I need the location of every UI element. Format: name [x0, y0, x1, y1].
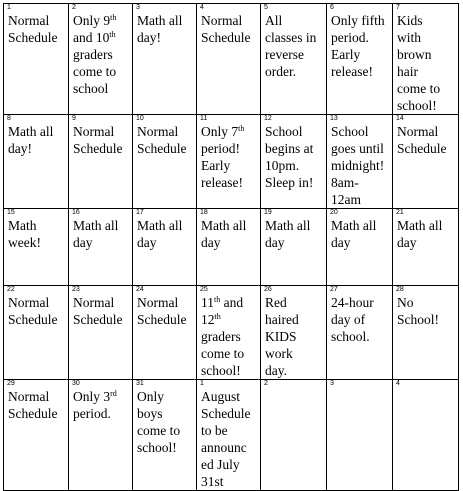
- day-note: Normal Schedule: [201, 13, 251, 45]
- calendar-day-cell[interactable]: [197, 4, 261, 115]
- day-number: 26: [264, 286, 272, 293]
- day-note: Normal Schedule: [8, 389, 58, 421]
- calendar-day-cell[interactable]: [4, 4, 69, 115]
- day-note: Normal Schedule: [137, 295, 187, 327]
- day-number: 14: [396, 115, 404, 122]
- day-note: Normal Schedule: [8, 295, 58, 327]
- day-note: Math all day!: [137, 13, 183, 45]
- calendar-day-cell[interactable]: [327, 286, 393, 380]
- calendar-day-cell[interactable]: [393, 115, 459, 209]
- calendar-day-cell[interactable]: [327, 380, 393, 491]
- day-note: 24-hour day of school.: [331, 295, 374, 344]
- calendar-day-cell[interactable]: [197, 380, 261, 491]
- calendar-day-cell[interactable]: [393, 209, 459, 286]
- calendar-day-cell[interactable]: [261, 209, 327, 286]
- day-note: School begins at 10pm. Sleep in!: [265, 124, 314, 190]
- calendar-week-row: [4, 380, 459, 491]
- day-note: Only 7th period! Early release!: [201, 124, 245, 190]
- day-number: 18: [200, 209, 208, 216]
- day-number: 23: [72, 286, 80, 293]
- day-number: 25: [200, 286, 208, 293]
- day-number: 27: [330, 286, 338, 293]
- day-note: Math all day: [73, 218, 119, 250]
- day-note: All classes in reverse order.: [265, 13, 317, 79]
- day-number: 24: [136, 286, 144, 293]
- calendar-grid: [3, 3, 459, 491]
- day-note: No School!: [397, 295, 439, 327]
- calendar-day-cell[interactable]: [133, 4, 197, 115]
- day-number: 11: [200, 115, 208, 122]
- day-number: 9: [72, 115, 76, 122]
- calendar-day-cell[interactable]: [133, 380, 197, 491]
- day-note: Normal Schedule: [8, 13, 58, 45]
- day-number: 3: [136, 4, 140, 11]
- day-number: 17: [136, 209, 144, 216]
- calendar-day-cell[interactable]: [197, 209, 261, 286]
- day-note: Normal Schedule: [73, 295, 123, 327]
- calendar-week-row: [4, 286, 459, 380]
- calendar-day-cell[interactable]: [4, 286, 69, 380]
- day-number: 7: [396, 4, 400, 11]
- day-number: 29: [7, 380, 15, 387]
- calendar-day-cell[interactable]: [327, 209, 393, 286]
- day-number: 1: [7, 4, 11, 11]
- calendar-day-cell[interactable]: [261, 380, 327, 491]
- day-number: 2: [72, 4, 76, 11]
- day-number: 6: [330, 4, 334, 11]
- day-number: 8: [7, 115, 11, 122]
- day-number: 10: [136, 115, 144, 122]
- calendar-day-cell[interactable]: [327, 115, 393, 209]
- day-note: Math week!: [8, 218, 41, 250]
- day-number: 1: [200, 380, 204, 387]
- day-note: Math all day: [201, 218, 247, 250]
- day-number: 13: [330, 115, 338, 122]
- calendar-day-cell[interactable]: [69, 115, 133, 209]
- day-note: Normal Schedule: [137, 124, 187, 156]
- day-note: Normal Schedule: [397, 124, 447, 156]
- day-number: 20: [330, 209, 338, 216]
- calendar-day-cell[interactable]: [69, 286, 133, 380]
- calendar-day-cell[interactable]: [393, 4, 459, 115]
- day-number: 22: [7, 286, 15, 293]
- day-number: 30: [72, 380, 80, 387]
- calendar-day-cell[interactable]: [197, 115, 261, 209]
- day-note: Only 9th and 10th graders come to school: [73, 13, 117, 96]
- calendar-week-row: [4, 209, 459, 286]
- calendar-day-cell[interactable]: [69, 380, 133, 491]
- calendar-day-cell[interactable]: [261, 286, 327, 380]
- day-note: Math all day: [137, 218, 183, 250]
- day-number: 16: [72, 209, 80, 216]
- calendar-week-row: [4, 4, 459, 115]
- day-note: Math all day!: [8, 124, 54, 156]
- day-number: 4: [396, 380, 400, 387]
- day-note: Only boys come to school!: [137, 389, 181, 455]
- day-note: Only fifth period. Early release!: [331, 13, 385, 79]
- calendar-day-cell[interactable]: [393, 380, 459, 491]
- day-note: Kids with brown hair come to school!: [397, 13, 441, 113]
- calendar-day-cell[interactable]: [4, 209, 69, 286]
- day-number: 28: [396, 286, 404, 293]
- day-note: Math all day: [265, 218, 311, 250]
- day-note: School goes until midnight! 8am- 12am: [331, 124, 385, 207]
- calendar-day-cell[interactable]: [4, 380, 69, 491]
- calendar-day-cell[interactable]: [133, 209, 197, 286]
- day-note: Only 3rd period.: [73, 389, 117, 421]
- calendar-body: [4, 4, 459, 491]
- calendar-day-cell[interactable]: [69, 209, 133, 286]
- calendar-day-cell[interactable]: [133, 286, 197, 380]
- day-number: 15: [7, 209, 15, 216]
- day-note: Math all day: [397, 218, 443, 250]
- calendar-day-cell[interactable]: [393, 286, 459, 380]
- day-note: Math all day: [331, 218, 377, 250]
- calendar-week-row: [4, 115, 459, 209]
- calendar-day-cell[interactable]: [4, 115, 69, 209]
- day-note: 11th and 12th graders come to school!: [201, 295, 245, 378]
- day-note: Red haired KIDS work day.: [265, 295, 299, 378]
- day-note: August Schedule to be announc ed July 31st: [201, 389, 251, 489]
- day-number: 31: [136, 380, 144, 387]
- calendar-day-cell[interactable]: [69, 4, 133, 115]
- day-number: 3: [330, 380, 334, 387]
- day-number: 2: [264, 380, 268, 387]
- day-number: 4: [200, 4, 204, 11]
- day-number: 12: [264, 115, 272, 122]
- calendar-day-cell[interactable]: [327, 4, 393, 115]
- calendar-day-cell[interactable]: [261, 115, 327, 209]
- day-number: 21: [396, 209, 404, 216]
- day-note: Normal Schedule: [73, 124, 123, 156]
- day-number: 19: [264, 209, 272, 216]
- calendar-day-cell[interactable]: [133, 115, 197, 209]
- calendar-day-cell[interactable]: [197, 286, 261, 380]
- day-number: 5: [264, 4, 268, 11]
- calendar-day-cell[interactable]: [261, 4, 327, 115]
